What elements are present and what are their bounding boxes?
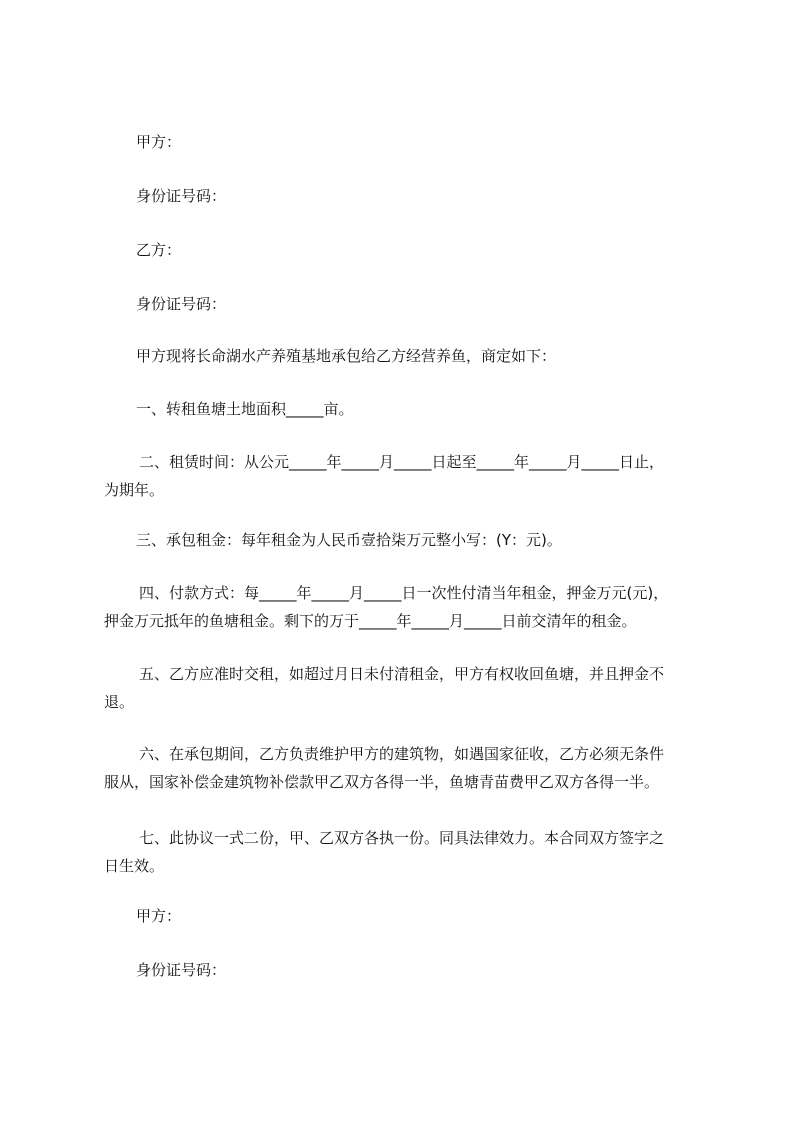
intro-paragraph <box>104 342 736 370</box>
clause-6 <box>104 740 704 796</box>
clause-3 <box>104 526 736 554</box>
clause-7 <box>104 824 704 880</box>
intro-text: 甲方现将长命湖水产养殖基地承包给乙方经营养鱼，商定如下： <box>136 347 557 365</box>
footer-party-a-label: 甲方： <box>136 907 182 925</box>
clause-2-line-1: 二、租赁时间：从公元_____年_____月_____日起至_____年_____月_____日止， <box>139 453 665 471</box>
party-b-id-label: 身份证号码： <box>136 295 227 313</box>
clause-5-line-2: 退。 <box>104 693 135 711</box>
header-party-a <box>104 128 736 156</box>
party-b-label: 乙方： <box>136 241 182 259</box>
clause-7-line-2: 日生效。 <box>104 857 165 875</box>
footer-party-a-id <box>104 956 736 984</box>
party-a-label: 甲方： <box>136 133 182 151</box>
party-a-id-label: 身份证号码： <box>136 187 227 205</box>
clause-7-line-1: 七、此协议一式二份，甲、乙双方各执一份。同具法律效力。本合同双方签字之 <box>139 829 665 847</box>
clause-6-line-1: 六、在承包期间，乙方负责维护甲方的建筑物，如遇国家征收，乙方必须无条件 <box>139 745 665 763</box>
clause-2-line-2: 为期年。 <box>104 481 165 499</box>
footer-party-a <box>104 902 736 930</box>
clause-4-line-1: 四、付款方式：每_____年_____月_____日一次性付清当年租金，押金万元(元)， <box>139 584 669 602</box>
clause-5-line-1: 五、乙方应准时交租，如超过月日未付清租金，甲方有权收回鱼塘，并且押金不 <box>139 665 665 683</box>
clause-6-line-2: 服从，国家补偿金建筑物补偿款甲乙双方各得一半，鱼塘青苗费甲乙双方各得一半。 <box>104 773 660 791</box>
footer-party-a-id-label: 身份证号码： <box>136 961 227 979</box>
clause-4-line-2: 押金万元抵年的鱼塘租金。剩下的万于_____年_____月_____日前交清年的租金。 <box>104 612 637 630</box>
clause-1 <box>104 395 736 423</box>
header-party-b <box>104 236 736 264</box>
clause-1-text: 一、转租鱼塘土地面积_____亩。 <box>136 400 354 418</box>
header-party-a-id <box>104 182 736 210</box>
clause-4 <box>104 579 704 635</box>
clause-2 <box>104 448 704 504</box>
clause-3-text: 三、承包租金：每年租金为人民币壹拾柒万元整小写：(Y：元)。 <box>136 531 562 549</box>
header-party-b-id <box>104 290 736 318</box>
clause-5 <box>104 660 704 716</box>
